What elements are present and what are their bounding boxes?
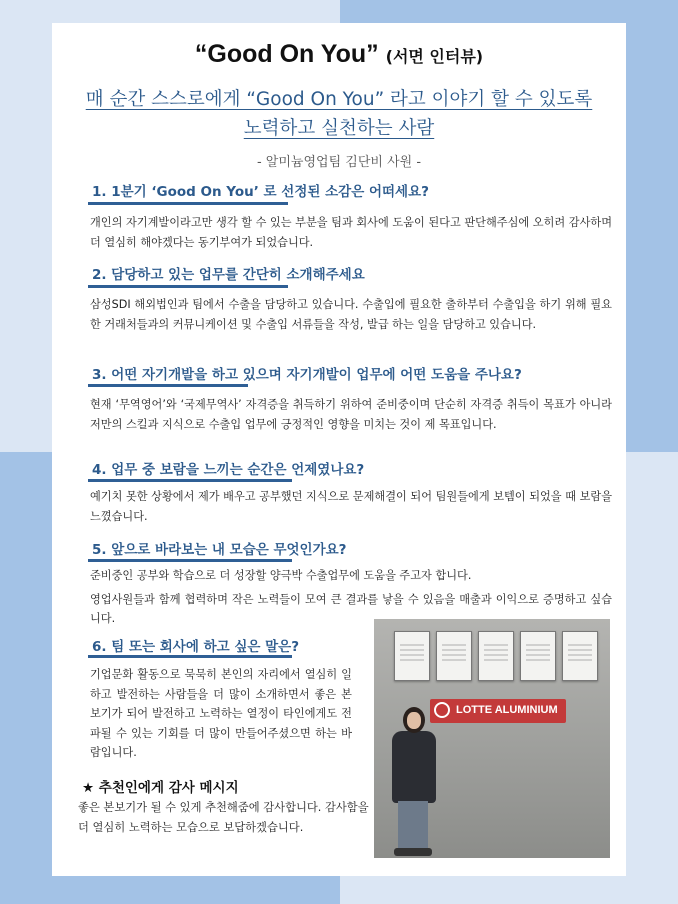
answer-1: [90, 213, 612, 252]
question-4: 4. 업무 중 보람을 느끼는 순간은 언제였나요?: [92, 462, 365, 478]
question-5: 5. 앞으로 바라보는 내 모습은 무엇인가요?: [92, 542, 347, 558]
question-3: 3. 어떤 자기개발을 하고 있으며 자기개발이 업무에 어떤 도움을 주나요?: [92, 367, 522, 383]
question-underline: [88, 559, 292, 562]
question-6: 6. 팀 또는 회사에 하고 싶은 말은?: [92, 639, 300, 655]
headline: [52, 85, 626, 143]
wall-frame: [436, 631, 472, 681]
wall-frame: [394, 631, 430, 681]
answer-paragraph: 예기치 못한 상황에서 제가 배우고 공부했던 지식으로 문제해결이 되어 팀원들에게 보템이 되었을 때 보람을 느꼈습니다.: [90, 490, 612, 523]
answer-6: [90, 665, 352, 763]
answer-paragraph: 영업사원들과 함께 협력하며 작은 노력들이 모여 큰 결과를 낳을 수 있음을 매출과 이익으로 증명하고 싶습니다.: [90, 592, 612, 625]
answer-2: [90, 295, 612, 334]
sign-text: LOTTE ALUMINIUM: [456, 704, 558, 716]
question-2: 2. 담당하고 있는 업무를 간단히 소개해주세요: [92, 267, 365, 283]
wall-frame: [478, 631, 514, 681]
interviewee-credit: - 알미늄영업팀 김단비 사원 -: [256, 155, 422, 170]
answer-paragraph: 삼성SDI 해외법인과 팀에서 수출을 담당하고 있습니다. 수출입에 필요한 출하부터 수출입을 하기 위해 필요한 거래처들과의 커뮤니케이션 및 수출입 서류들을 작성, 발급 하는 일을 담당하고 있습니다.: [90, 298, 612, 331]
answer-4: [90, 487, 612, 526]
answer-paragraph: 준비중인 공부와 학습으로 더 성장할 양극박 수출업무에 도움을 주고자 합니다.: [90, 569, 472, 582]
person-figure: [392, 731, 436, 803]
question-underline: [88, 479, 292, 482]
question-underline: [88, 384, 248, 387]
thanks-heading: ★ 추천인에게 감사 메시지: [82, 780, 239, 796]
interview-page: [52, 23, 626, 876]
question-underline: [88, 655, 292, 658]
person-shoes: [394, 848, 432, 856]
wall-frame: [562, 631, 598, 681]
question-underline: [88, 202, 288, 205]
question-1: 1. 1분기 ‘Good On You’ 로 선정된 소감은 어떠세요?: [92, 184, 429, 200]
person-legs: [398, 801, 428, 851]
wall-frame: [520, 631, 556, 681]
logo-icon: [434, 702, 450, 718]
answer-paragraph: 현재 ‘무역영어’와 ‘국제무역사’ 자격증을 취득하기 위하여 준비중이며 단순히 자격증 취득이 목표가 아니라 저만의 스킬과 지식으로 수출입 업무에 긍정적인 영향을 미치는 것이 제 목표입니다.: [90, 398, 612, 431]
answer-paragraph: 기업문화 활동으로 묵묵히 본인의 자리에서 열심히 일하고 발전하는 사람들을 더 많이 소개하면서 좋은 본보기가 되어 발전하고 노력하는 열정이 타인에게도 전파될 수 있는 기회를 더 많이 만들어주셨으면 하는 바람입니다.: [90, 668, 352, 759]
headline-line: 매 순간 스스로에게 “Good On You” 라고 이야기 할 수 있도록: [85, 89, 593, 110]
page-title: [52, 40, 626, 69]
question-underline: [88, 285, 288, 288]
interviewee-photo: [374, 619, 610, 858]
answer-3: [90, 395, 612, 434]
company-sign: [430, 699, 566, 723]
title-suffix: (서면 인터뷰): [385, 47, 484, 66]
answer-paragraph: 개인의 자기계발이라고만 생각 할 수 있는 부분을 팀과 회사에 도움이 된다고 판단해주심에 오히려 감사하며 더 열심히 해야겠다는 동기부여가 되었습니다.: [90, 216, 612, 249]
person-face: [407, 712, 421, 729]
headline-line: 노력하고 실천하는 사람: [243, 118, 435, 139]
title-main: “Good On You”: [194, 40, 379, 68]
thanks-message: 좋은 본보기가 될 수 있게 추천해줌에 감사합니다. 감사함을 더 열심히 노력하는 모습으로 보답하겠습니다.: [78, 801, 369, 834]
